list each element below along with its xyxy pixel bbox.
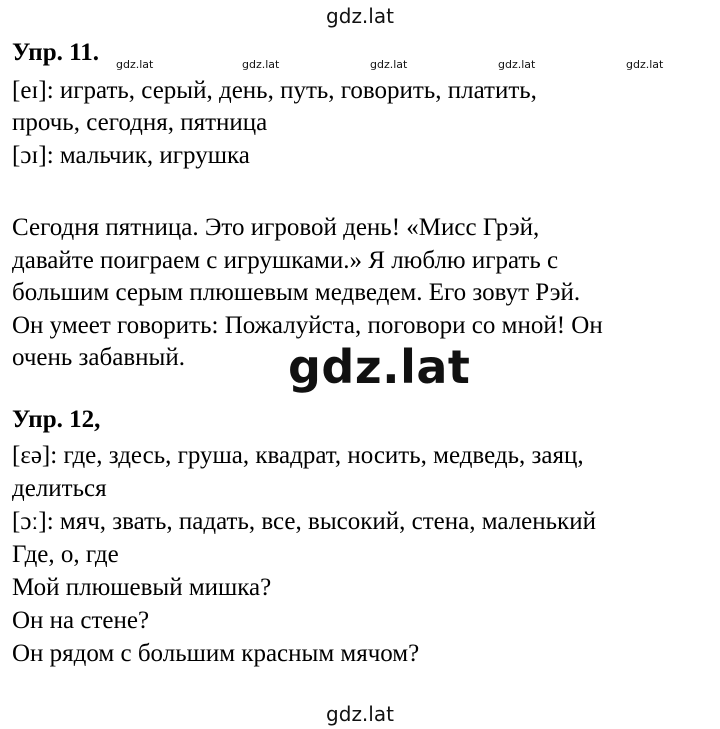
watermark-small-2: gdz.lat <box>242 58 280 71</box>
ex12-line-3: [ɔː]: мяч, звать, падать, все, высокий, стена, маленький <box>12 508 596 535</box>
ex11-paragraph-line-5: очень забавный. <box>12 344 185 371</box>
ex11-paragraph-line-3: большим серым плюшевым медведем. Его зовут Рэй. <box>12 279 581 306</box>
ex11-paragraph-line-1: Сегодня пятница. Это игровой день! «Мисс Грэй, <box>12 214 540 241</box>
watermark-small-1: gdz.lat <box>116 58 154 71</box>
ex11-line-1: [eɪ]: играть, серый, день, путь, говорить, платить, <box>12 77 537 104</box>
watermark-small-5: gdz.lat <box>626 58 664 71</box>
exercise-12-heading: Упр. 12, <box>12 406 101 433</box>
watermark-bottom: gdz.lat <box>326 702 394 726</box>
ex12-line-5: Мой плюшевый мишка? <box>12 574 272 601</box>
ex11-line-2: прочь, сегодня, пятница <box>12 109 268 136</box>
ex12-line-4: Где, о, где <box>12 541 119 568</box>
watermark-small-4: gdz.lat <box>498 58 536 71</box>
ex12-line-7: Он рядом с большим красным мячом? <box>12 640 420 667</box>
ex11-paragraph-line-2: давайте поиграем с игрушками.» Я люблю играть с <box>12 247 559 274</box>
ex12-line-1: [ɛə]: где, здесь, груша, квадрат, носить, медведь, заяц, <box>12 442 584 469</box>
ex12-line-2: делиться <box>12 475 107 502</box>
ex11-line-3: [ɔɪ]: мальчик, игрушка <box>12 142 250 169</box>
watermark-small-3: gdz.lat <box>370 58 408 71</box>
exercise-11-heading: Упр. 11. <box>12 39 99 66</box>
ex11-paragraph-line-4: Он умеет говорить: Пожалуйста, поговори со мной! Он <box>12 312 603 339</box>
watermark-top: gdz.lat <box>326 4 394 28</box>
watermark-big: gdz.lat <box>288 340 471 394</box>
ex12-line-6: Он на стене? <box>12 607 150 634</box>
